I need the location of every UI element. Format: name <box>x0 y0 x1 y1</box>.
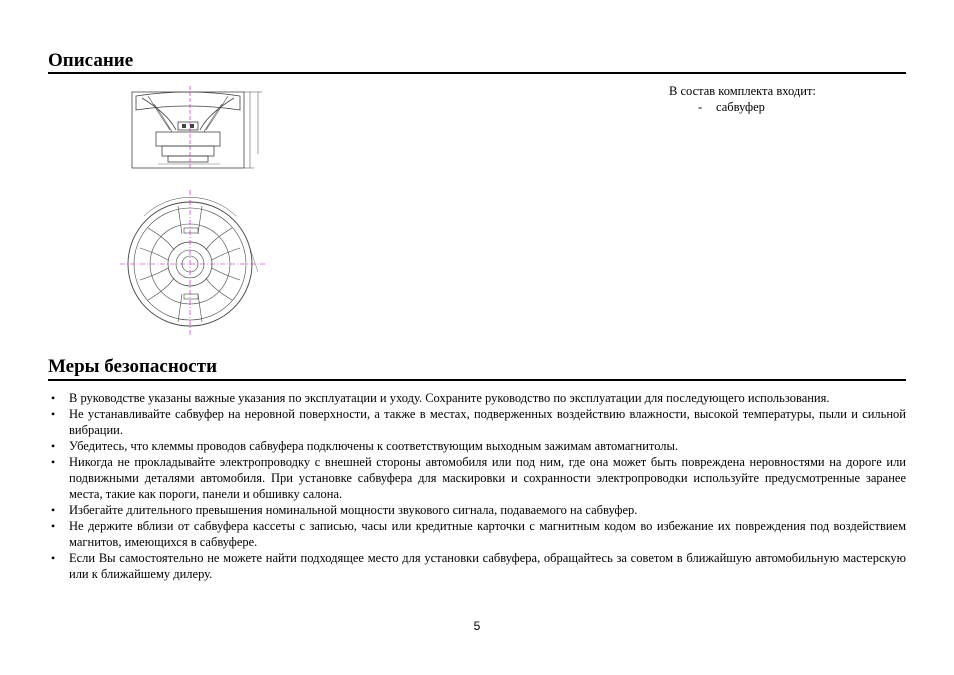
section-rule <box>48 72 906 74</box>
list-item-text: Если Вы самостоятельно не можете найти подходящее место для установки сабвуфера, обращайтесь за советом в ближайшую автомобильную мастерскую или к ближайшему дилеру. <box>69 551 906 581</box>
bullet-icon: • <box>51 503 56 517</box>
list-item <box>48 550 906 582</box>
bullet-icon: • <box>51 391 56 405</box>
list-item <box>48 438 906 454</box>
list-item-text: Никогда не прокладывайте электропроводку с внешней стороны автомобиля или под ним, где она может быть повреждена неровностями на дороге или подвижными деталями автомобиля. При установке сабвуфера для маскировки и сохранности электропроводки используйте предусмотренные заранее места, такие как пороги, панели и обшивку салона. <box>69 455 906 501</box>
bullet-icon: • <box>51 551 56 565</box>
kit-heading: В состав комплекта входит: <box>669 84 816 98</box>
list-item-text: Не держите вблизи от сабвуфера кассеты с записью, часы или кредитные карточки с магнитным кодом во избежание их повреждения под воздействием магнитов, имеющихся в сабвуфере. <box>69 519 906 549</box>
list-item <box>48 390 906 406</box>
list-item <box>48 454 906 502</box>
list-item-text: Избегайте длительного превышения номинальной мощности звукового сигнала, подаваемого на сабвуфер. <box>69 503 638 517</box>
kit-contents <box>669 83 816 115</box>
page-number: 5 <box>473 619 481 633</box>
list-item-text: Убедитесь, что клеммы проводов сабвуфера подключены к соответствующим выходным зажимам автомагнитолы. <box>69 439 679 453</box>
safety-list <box>48 390 906 582</box>
bullet-icon: • <box>51 439 56 453</box>
list-item <box>48 502 906 518</box>
bullet-icon: • <box>51 519 56 533</box>
section-title-safety: Меры безопасности <box>48 356 218 377</box>
subwoofer-front-view-diagram <box>118 188 268 338</box>
section-rule <box>48 379 906 381</box>
list-item <box>48 518 906 550</box>
list-item <box>48 406 906 438</box>
kit-item <box>669 99 816 115</box>
list-item-text: Не устанавливайте сабвуфер на неровной поверхности, а также в местах, подверженных воздействию влажности, высокой температуры, пыли и сильной вибрации. <box>69 407 906 437</box>
kit-item-dash: - <box>698 100 703 114</box>
list-item-text: В руководстве указаны важные указания по эксплуатации и уходу. Сохраните руководство по эксплуатации для последующего использования. <box>69 391 830 405</box>
bullet-icon: • <box>51 407 56 421</box>
subwoofer-side-view-diagram <box>128 84 268 170</box>
section-title-description: Описание <box>48 50 134 71</box>
bullet-icon: • <box>51 455 56 469</box>
kit-item-text: сабвуфер <box>716 100 765 114</box>
